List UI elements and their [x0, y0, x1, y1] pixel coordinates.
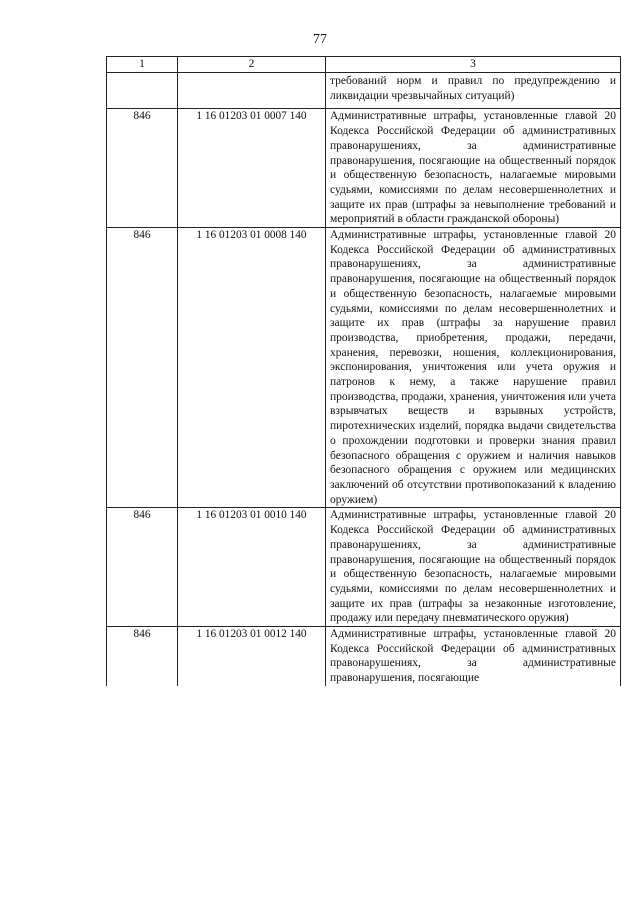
admin-code-cell: 846: [107, 109, 178, 228]
table-row: [107, 109, 621, 228]
description-cell: Административные штрафы, установленные главой 20 Кодекса Российской Федерации об административных правонарушениях, за административные правонарушения, посягающие на общественный порядок и общественную безопасность, налагаемые мировыми судьями, комиссиями по делам несовершеннолетних и защите их прав (штрафы за нарушение правил производства, приобретения, продажи, передачи, хранения, перевозки, ношения, коллекционирования, экспонирования, уничтожения или учета оружия и патронов к нему, а также нарушение правил производства, продажи, хранения, уничтожения или учета взрывчатых веществ и взрывных устройств, пиротехнических изделий, порядка выдачи свидетельства о прохождении подготовки и проверки знания правил безопасного обращения с оружием и наличия навыков безопасного обращения с оружием или медицинских заключений об отсутствии противопоказаний к владению оружием): [326, 228, 621, 508]
column-header-2: 2: [178, 57, 326, 73]
table-row: [107, 508, 621, 627]
admin-code-cell: [107, 73, 178, 109]
admin-code-cell: 846: [107, 627, 178, 686]
page-number: 77: [313, 32, 327, 47]
header-row: [107, 57, 621, 73]
admin-code-cell: 846: [107, 508, 178, 627]
description-cell: требований норм и правил по предупреждению и ликвидации чрезвычайных ситуаций): [326, 73, 621, 109]
column-header-3: 3: [326, 57, 621, 73]
description-cell: Административные штрафы, установленные главой 20 Кодекса Российской Федерации об административных правонарушениях, за административные правонарушения, посягающие на общественный порядок и общественную безопасность, налагаемые мировыми судьями, комиссиями по делам несовершеннолетних и защите их прав (штрафы за невыполнение требований и мероприятий в области гражданской обороны): [326, 109, 621, 228]
kbk-code-cell: 1 16 01203 01 0010 140: [178, 508, 326, 627]
admin-code-cell: 846: [107, 228, 178, 508]
kbk-code-cell: 1 16 01203 01 0008 140: [178, 228, 326, 508]
table-body: [107, 73, 621, 686]
description-cell: Административные штрафы, установленные главой 20 Кодекса Российской Федерации об административных правонарушениях, за административные правонарушения, посягающие: [326, 627, 621, 686]
table-row: [107, 228, 621, 508]
description-cell: Административные штрафы, установленные главой 20 Кодекса Российской Федерации об административных правонарушениях, за административные правонарушения, посягающие на общественный порядок и общественную безопасность, налагаемые мировыми судьями, комиссиями по делам несовершеннолетних и защите их прав (штрафы за незаконные изготовление, продажу или передачу пневматического оружия): [326, 508, 621, 627]
kbk-code-cell: 1 16 01203 01 0007 140: [178, 109, 326, 228]
budget-codes-table: [106, 56, 621, 686]
table-header: [107, 57, 621, 73]
column-header-1: 1: [107, 57, 178, 73]
kbk-code-cell: [178, 73, 326, 109]
table-row: [107, 627, 621, 686]
table-row: [107, 73, 621, 109]
kbk-code-cell: 1 16 01203 01 0012 140: [178, 627, 326, 686]
